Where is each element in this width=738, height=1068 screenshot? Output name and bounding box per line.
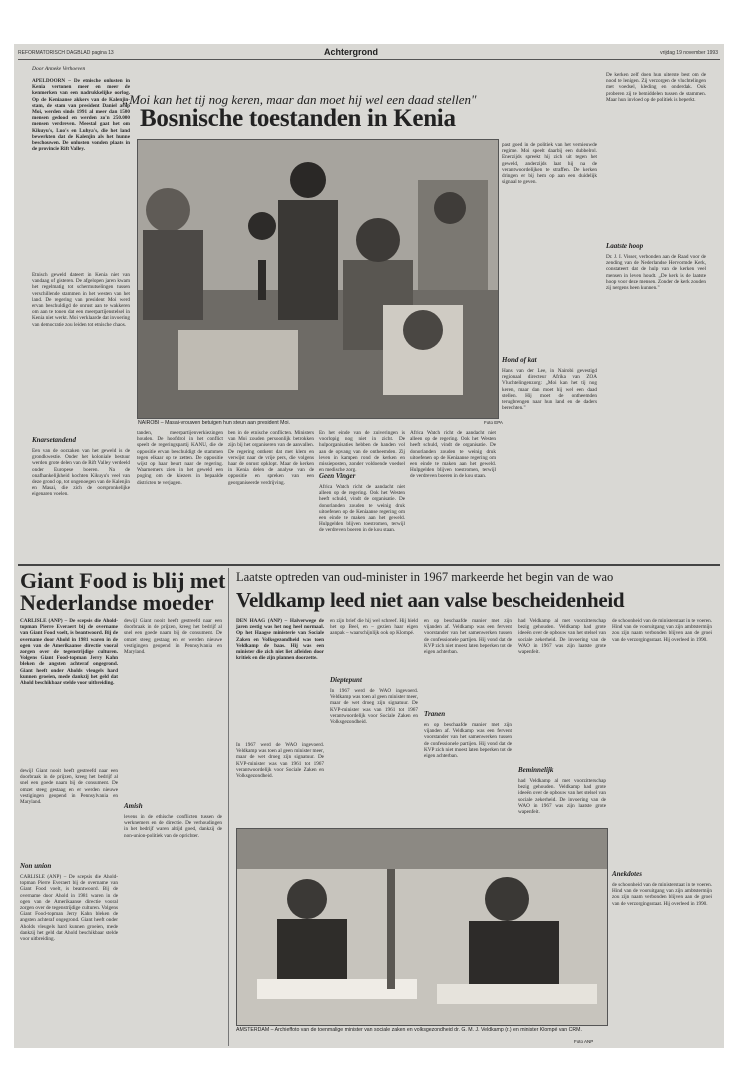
article-column: Africa Watch richt de aandacht niet alleen op de regering. Ook het Westen heeft schuld, vindt de organisatie. De donorlanden zouden te weinig druk uitoefenen op de Keniaanse regering om een einde te maken aan het geweld. Hulpgelden blijven toestromen, terwijl de verdreven boeren in de kou staan. <box>319 484 405 534</box>
newspaper-page <box>14 44 724 1048</box>
headline: Veldkamp leed niet aan valse bescheidenheid <box>236 588 625 612</box>
article-column: De kerken zelf doen hun uiterste best om de nood te lenigen. Zij verzorgen de vluchtelingen met voedsel, kleding en onderdak. Ook proberen zij te bemiddelen tussen de stammen. Maar hun invloed op de politiek is beperkt. <box>606 72 706 103</box>
photo-caption: AMSTERDAM – Archieffoto van de toenmalige minister van sociale zaken en volksgezondheid dr. G. M. J. Veldkamp (r.) en minister Klompé van CRM. <box>236 1027 582 1033</box>
article-column: Een van de oorzaken van het geweld is de grondkwestie. Onder het koloniale bestuur werden grote delen van de Rift Valley verdeeld onder Europese boeren. Na de onafhankelijkheid kochten Kikuyu's veel van deze grond op, tot ongenoegen van de Kalenjin en Masai, die zich de oorspronkelijke eigenaren voelen. <box>32 448 130 498</box>
section-title: Achtergrond <box>324 47 378 57</box>
subheading: Anekdotes <box>612 870 642 878</box>
headline: Giant Food is blij met Nederlandse moeder <box>20 568 226 615</box>
news-photo <box>137 139 499 419</box>
article-column: Hans van der Lee, in Nairobi gevestigd regionaal directeur Afrika van ZOA Vluchtelingenzorg: „Moi kan het tij nog keren, maar dan moet hij wel een daad stellen. Hij moet de ontheemden terugbrengen naar hun land en de daders berechten." <box>502 368 597 412</box>
article-column: In 1967 werd de WAO ingevoerd. Veldkamp was toen al geen minister meer, maar de wet droeg zijn signatuur. De KVP-minister was van 1961 tot 1967 verantwoordelijk voor Sociale Zaken en Volksgezondheid. <box>330 688 418 726</box>
article-column: en zijn brief die hij wel schreef. Hij hield het op Beel, en – gezien haar eigen aanpak – waarschijnlijk ook op Klompé. <box>330 618 418 637</box>
article-column: tanden, meerpartijenverkiezingen houden. De hoofdrol in het conflict speelt de regeringspartij KANU, die de oppositie ervan beschuldigt de stammen tegen elkaar op te zetten. De oppositie wijst op haar beurt naar de regering. Waarnemers zien in het geweld een poging om de kiezers in bepaalde districten te verjagen. <box>137 430 223 486</box>
article-column: Dr. J. I. Visser, verbonden aan de Raad voor de zending van de Nederlandse Hervormde Kerk, constateert dat de hulp van de kerken veel mensen in leven houdt. „De kerk is de laatste hoop voor deze mensen. Zonder de kerk zouden zij nergens heen kunnen." <box>606 254 706 292</box>
article-column: dewijl Giant nooit heeft gestreefd naar een doorbraak in de prijzen, kreeg het bedrijf al snel een goede naam bij de consument. De omzet steeg gestaag en er werden nieuwe vestigingen geopend in Pennsylvania en Maryland. <box>124 618 222 656</box>
article-column: dewijl Giant nooit heeft gestreefd naar een doorbraak in de prijzen, kreeg het bedrijf al snel een goede naam bij de consument. De omzet steeg gestaag en er werden nieuwe vestigingen geopend in Pennsylvania en Maryland. <box>20 768 118 806</box>
article-column: past goed in de politiek van het vernieuwde regime. Moi speelt daarbij een dubbelrol. Enerzijds spreekt hij zich uit tegen het geweld, anderzijds laat hij na de verantwoordelijken te straffen. De kerken dringen er bij hem op aan een duidelijk signaal te geven. <box>502 142 597 186</box>
article-column: had Veldkamp al met voorzitterschap bezig gehouden. Veldkamp had grote ideeën over de opbouw van het stelsel van sociale zekerheid. De invoering van de WAO in 1967 was zijn laatste grote wapenfeit. <box>518 618 606 656</box>
article-column: Etnisch geweld dateert in Kenia niet van vandaag of gisteren. De afgelopen jaren kwam het regelmatig tot schermutselingen tussen verschillende stammen in het westen van het land. De regering van president Moi werd ervan beschuldigd de onrust aan te wakkeren om aan te tonen dat een meerpartijenstelsel in Kenia niet werkt. Moi verklaarde dat invoering van democratie zou leiden tot etnische chaos. <box>32 272 130 328</box>
article-column: CARLISLE (ANP) – De scepsis die Ahold-topman Pierre Everaert bij de overname van Giant Food voelt, is beantwoord. Bij de overname door Ahold in 1981 waren in de ogen van de Amerikaanse directie vooral zorgen over de tegenstrijdige culturen. Volgens Giant Food-topman Jerry Kahn bleken de angsten achteraf ongegrond. Giant heeft onder Aholds vleugels hard kunnen groeien, mede dankzij het geld dat Ahold beschikbaar stelde voor uitbreiding. <box>20 874 118 943</box>
subheading: Non union <box>20 862 52 870</box>
article-column: ben in de etnische conflicten. Ministers van Moi zouden persoonlijk betrokken zijn bij het organiseren van de aanvallen. De regering ontkent dat met klem en verwijst naar de vrije pers, die volgens haar de onrust opklopt. Maar de kerken in Kenia delen de analyse van de oppositie en spreken van een georganiseerde verdrijving. <box>228 430 314 486</box>
photo-credit: Foto ANP <box>574 1039 594 1044</box>
article-column: en op beschaafde manier met zijn vijanden af. Veldkamp was een fervent voorstander van het samenwerken tussen de confessionele partijen. Hij vond dat de KVP zich niet moest laten beperken tot de eigen achterban. <box>424 618 512 656</box>
subheading: Geen Vinger <box>319 472 356 480</box>
meeting-illustration <box>237 829 607 1025</box>
subheading: Tranen <box>424 710 446 718</box>
article-column: En het einde van de zuiveringen is voorlopig nog niet in zicht. De hulporganisaties hebben de handen vol aan de opvang van de ontheemden. Zij leven in kampen rond de kerken en missieposten, zonder voldoende voedsel en medische zorg. <box>319 430 405 474</box>
headline: Bosnische toestanden in Kenia <box>140 105 456 132</box>
article-column: de schoonheid van de ministerstaat in te voeren. Hind van de vooruitgang van zijn ambtstermijn zou zijn naam verbonden blijven aan de groei van de verzorgingsstaat. Hij overleed in 1990. <box>612 882 712 907</box>
lead-paragraph: DEN HAAG (ANP) – Halverwege de jaren zestig was het nog heel normaal. Op het Haagse ministerie van Sociale Zaken en Volksgezondheid was toen Veldkamp de baas. Hij was een minister die zich niet liet afleiden door kritiek en die zijn plannen doorzette. <box>236 618 324 662</box>
article-column: had Veldkamp al met voorzitterschap bezig gehouden. Veldkamp had grote ideeën over de opbouw van het stelsel van sociale zekerheid. De invoering van de WAO in 1967 was zijn laatste grote wapenfeit. <box>518 778 606 816</box>
issue-date: vrijdag 19 november 1993 <box>660 50 718 56</box>
quote-headline: „Moi kan het tij nog keren, maar dan moet hij wel een daad stellen" <box>122 92 477 107</box>
subheading: Knarsetandend <box>32 436 76 444</box>
article-column: de schoonheid van de ministerstaat in te voeren. Hind van de vooruitgang van zijn ambtstermijn zou zijn naam verbonden blijven aan de groei van de verzorgingsstaat. Hij overleed in 1990. <box>612 618 712 643</box>
crowd-illustration <box>138 140 498 418</box>
news-photo <box>236 828 608 1026</box>
article-column: levens in de ethische conflicten tussen de werknemers en de directie. De verhoudingen in het bedrijf waren altijd goed, dankzij de non-union-politiek van de oprichter. <box>124 814 222 839</box>
subheading: Amish <box>124 802 143 810</box>
photo-credit: Foto EPA <box>484 420 503 425</box>
subheading: Beminnelijk <box>518 766 554 774</box>
subheading: Hond of kat <box>502 356 537 364</box>
byline: Door Anneke Verhoeven <box>32 66 86 72</box>
kicker-headline: Laatste optreden van oud-minister in 1967 markeerde het begin van de wao <box>236 570 614 584</box>
paper-name: REFORMATORISCH DAGBLAD pagina 13 <box>18 50 114 56</box>
article-column: Africa Watch richt de aandacht niet alleen op de regering. Ook het Westen heeft schuld, vindt de organisatie. De donorlanden zouden te weinig druk uitoefenen op de Keniaanse regering om een einde te maken aan het geweld. Hulpgelden blijven toestromen, terwijl de verdreven boeren in de kou staan. <box>410 430 496 480</box>
section-divider <box>18 564 720 566</box>
lead-paragraph: CARLISLE (ANP) – De scepsis die Ahold-topman Pierre Everaert bij de overname van Giant Food voelt, is beantwoord. Bij de overname door Ahold in 1981 waren in de ogen van de Amerikaanse directie vooral zorgen over de tegenstrijdige culturen. Volgens Giant Food-topman Jerry Kahn bleken de angsten achteraf ongegrond. Giant heeft onder Aholds vleugels hard kunnen groeien, mede dankzij het geld dat Ahold beschikbaar stelde voor uitbreiding. <box>20 618 118 687</box>
lead-paragraph: APELDOORN – De etnische onlusten in Kenia vertonen meer en meer de kenmerken van een nadrukkelijke oorlog. Op de Keniaanse akkers van de Kalenjin-stam, de stam van president Daniel arap Moi, werden sinds 1991 al meer dan 1500 mensen gedood en werden zo'n 250.000 mensen verdreven. Meestal gaat het om Kikuyu's, Luo's en Luhya's, die het land bewerkten dat de Kalenjin als het hunne beschouwen. De onlusten vonden plaats in de provincie Rift Valley. <box>32 78 130 153</box>
subheading: Dieptepunt <box>330 676 362 684</box>
photo-caption: NAIROBI – Masai-vrouwen betuigen hun steun aan president Moi. <box>138 420 290 426</box>
column-divider <box>228 568 229 1046</box>
article-column: en op beschaafde manier met zijn vijanden af. Veldkamp was een fervent voorstander van het samenwerken tussen de confessionele partijen. Hij vond dat de KVP zich niet moest laten beperken tot de eigen achterban. <box>424 722 512 760</box>
header-rule <box>18 59 720 60</box>
article-column: In 1967 werd de WAO ingevoerd. Veldkamp was toen al geen minister meer, maar de wet droeg zijn signatuur. De KVP-minister was van 1961 tot 1967 verantwoordelijk voor Sociale Zaken en Volksgezondheid. <box>236 742 324 780</box>
subheading: Laatste hoop <box>606 242 644 250</box>
